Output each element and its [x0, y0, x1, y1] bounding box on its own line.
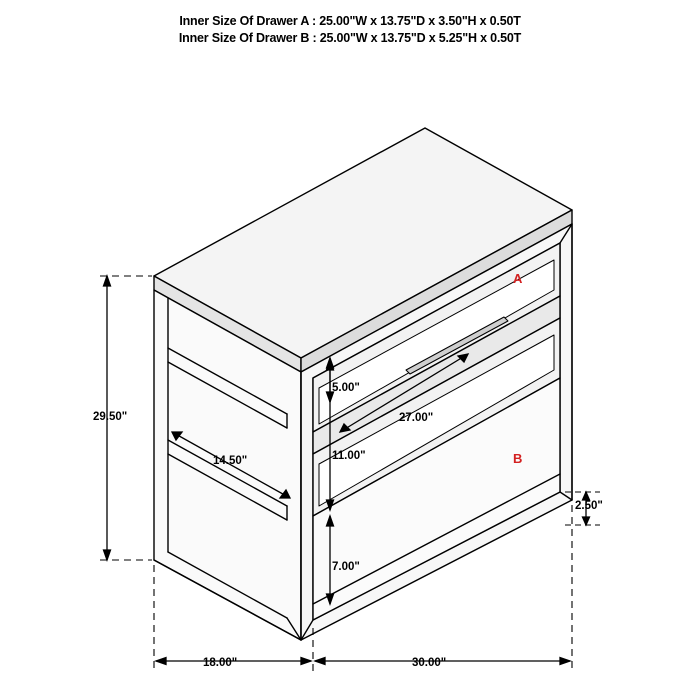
dim-label-inner-a: 5.00": [332, 382, 360, 394]
dim-label-base: 2.50": [575, 500, 603, 512]
dim-label-depth: 14.50": [213, 455, 248, 467]
dim-label-width-side: 18.00": [203, 657, 238, 669]
arrow-base-bottom: [583, 517, 590, 525]
arrow-width-side-right: [301, 658, 311, 665]
dim-label-width-front: 30.00": [412, 657, 447, 669]
dim-label-inner-mid: 11.00": [332, 450, 366, 462]
drawer-b-label: B: [513, 451, 523, 466]
arrow-base-top: [583, 492, 590, 500]
arrow-total-height-top: [104, 276, 111, 286]
arrow-total-height-bottom: [104, 550, 111, 560]
dim-label-total-height: 29.50": [93, 411, 128, 423]
arrow-width-front-right: [560, 658, 570, 665]
dim-label-inner-b: 7.00": [332, 561, 360, 573]
drawer-a-label: A: [513, 271, 523, 286]
dim-label-inner-width: 27.00": [399, 412, 434, 424]
arrow-width-front-left: [315, 658, 325, 665]
arrow-width-side-left: [156, 658, 166, 665]
header-line-1: Inner Size Of Drawer A : 25.00"W x 13.75"D x 3.50"H x 0.50T: [179, 14, 521, 28]
header-line-2: Inner Size Of Drawer B : 25.00"W x 13.75"D x 5.25"H x 0.50T: [178, 31, 522, 45]
